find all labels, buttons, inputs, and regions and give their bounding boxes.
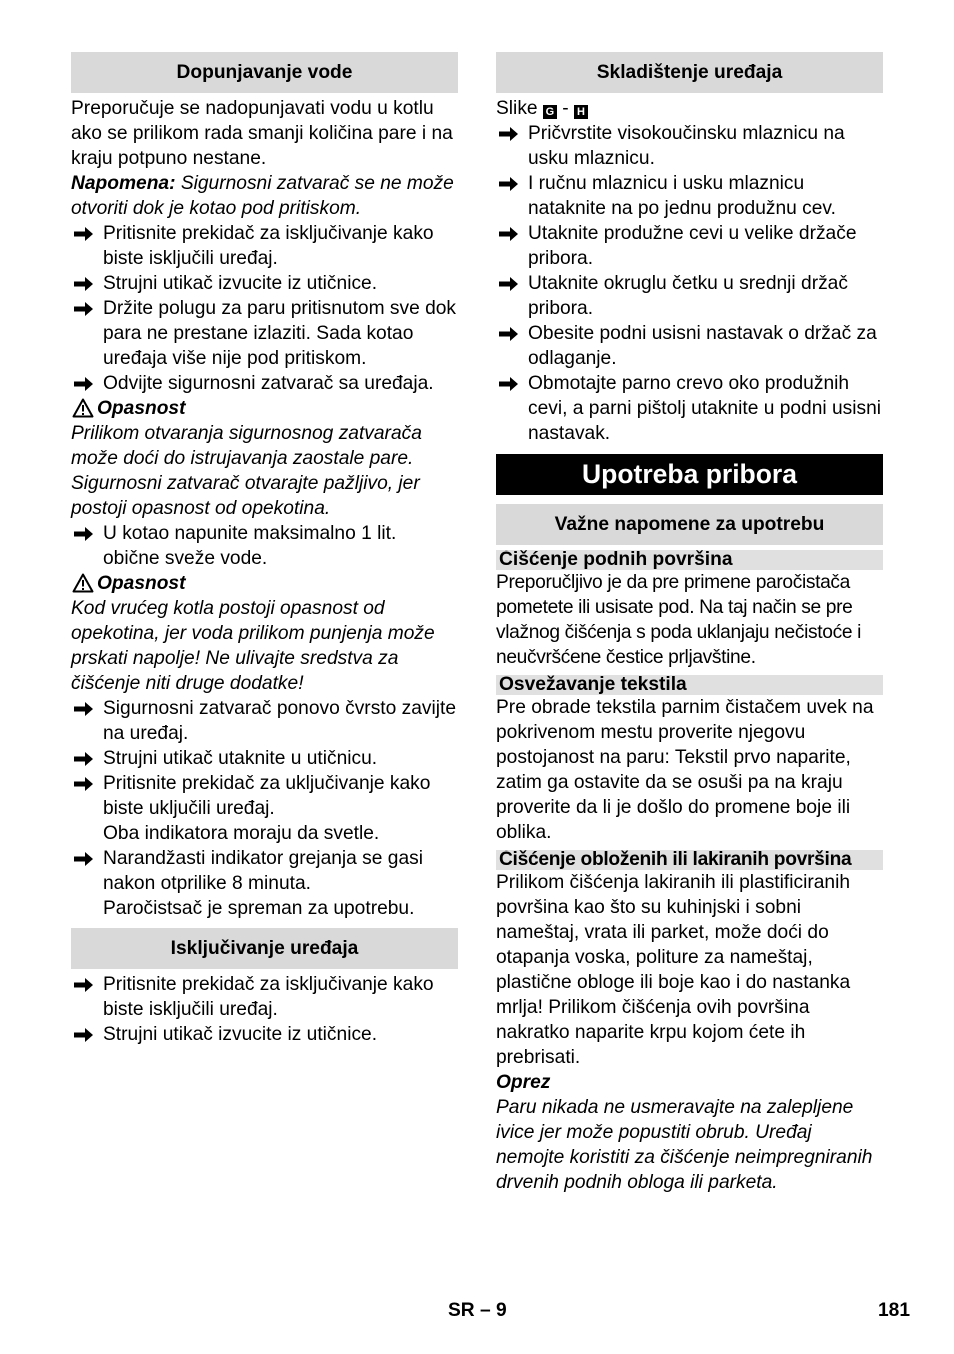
right-column	[496, 52, 883, 1195]
step-text: Strujni utikač utaknite u utičnicu.	[103, 748, 378, 769]
arrow-right-icon	[74, 1022, 98, 1047]
subsection-title-coated: Čišćenje obloženih ili lakiranih površina	[496, 850, 883, 870]
arrow-right-icon	[74, 296, 98, 321]
left-column	[71, 52, 458, 1047]
step-text: Držite polugu za paru pritisnutom sve dok para ne prestane izlaziti. Sada kotao uređaja više nije pod pritiskom.	[103, 298, 457, 369]
page-number: 181	[878, 1300, 911, 1321]
step-text: Pritisnite prekidač za isključivanje kako biste isključili uređaj.	[103, 223, 434, 269]
storage-step	[496, 171, 883, 221]
textile-text: Pre obrade tekstila parnim čistačem uvek na pokrivenom mestu proverite njegovu postojanost na paru: Tekstil prvo naparite, zatim ga ostavite da se osuši pa na kraju proverite da li je došlo do promene boje ili oblika.	[496, 697, 874, 843]
note-label: Napomena:	[71, 173, 176, 194]
storage-step	[496, 371, 883, 446]
storage-step	[496, 271, 883, 321]
danger-label: Opasnost	[97, 573, 186, 594]
step-text: U kotao napunite maksimalno 1 lit. obične sveže vode.	[103, 523, 397, 569]
refill-step	[71, 746, 458, 771]
arrow-right-icon	[74, 371, 98, 396]
arrow-right-icon	[499, 371, 523, 396]
arrow-right-icon	[74, 271, 98, 296]
step-text: Obmotajte parno crevo oko produžnih cevi, a parni pištolj utaknite u podni usisni nastavak.	[528, 373, 882, 444]
refill-step	[71, 221, 458, 271]
figure-label-h: H	[574, 105, 588, 119]
step-text: Utaknite produžne cevi u velike držače pribora.	[528, 223, 857, 269]
footer-language-code: SR – 9	[448, 1300, 507, 1321]
arrow-right-icon	[74, 696, 98, 721]
arrow-right-icon	[499, 271, 523, 296]
subsection-title-textile: Osvežavanje tekstila	[496, 675, 883, 695]
step-text: Sigurnosni zatvarač ponovo čvrsto zavijte na uređaj.	[103, 698, 457, 744]
step-text: Strujni utikač izvucite iz utičnice.	[103, 273, 378, 294]
section-title-important-notes: Važne napomene za upotrebu	[496, 504, 883, 545]
switch-off-step	[71, 972, 458, 1022]
arrow-right-icon	[74, 771, 98, 796]
figures-reference	[496, 96, 883, 121]
arrow-right-icon	[499, 321, 523, 346]
danger-text: Prilikom otvaranja sigurnosnog zatvarača može doći do istrujavanja zaostale pare. Sigurnosni zatvarač otvarajte pažljivo, jer postoji opasnost od opekotina.	[71, 423, 422, 519]
danger-label: Opasnost	[97, 398, 186, 419]
arrow-right-icon	[74, 521, 98, 546]
step-text: Utaknite okruglu četku u srednji držač pribora.	[528, 273, 848, 319]
step-text: Pritisnite prekidač za uključivanje kako biste uključili uređaj.	[103, 773, 431, 819]
arrow-right-icon	[74, 972, 98, 997]
step-text: Narandžasti indikator grejanja se gasi nakon otprilike 8 minuta.	[103, 848, 423, 894]
refill-step	[71, 846, 458, 896]
caution-text: Paru nikada ne usmeravajte na zalepljene ivice jer može popustiti obrub. Uređaj nemojte koristiti za čišćenje neimpregniranih drvenih podnih obloga ili parketa.	[496, 1097, 873, 1193]
section-title-storage: Skladištenje uređaja	[496, 52, 883, 93]
storage-step	[496, 321, 883, 371]
arrow-right-icon	[74, 221, 98, 246]
arrow-right-icon	[499, 121, 523, 146]
chapter-title-accessories: Upotreba pribora	[496, 454, 883, 495]
refill-note	[71, 171, 458, 221]
step-text: I ručnu mlaznicu i usku mlaznicu nataknite na po jednu produžnu cev.	[528, 173, 836, 219]
arrow-right-icon	[499, 221, 523, 246]
refill-step	[71, 771, 458, 821]
storage-step	[496, 221, 883, 271]
step-text: Odvijte sigurnosni zatvarač sa uređaja.	[103, 373, 434, 394]
arrow-right-icon	[74, 746, 98, 771]
warning-triangle-icon	[71, 571, 97, 596]
step-result: Paročistsač je spreman za upotrebu.	[103, 898, 415, 919]
subsection-title-floor: Čišćenje podnih površina	[496, 550, 883, 570]
step-text: Strujni utikač izvucite iz utičnice.	[103, 1024, 378, 1045]
danger-text: Kod vrućeg kotla postoji opasnost od opekotina, jer voda prilikom punjenja može prskati napolje! Ne ulivajte sredstva za čišćenje niti druge dodatke!	[71, 598, 435, 694]
storage-step	[496, 121, 883, 171]
figure-label-g: G	[543, 105, 557, 119]
refill-step	[71, 296, 458, 371]
step-text: Obesite podni usisni nastavak o držač za odlaganje.	[528, 323, 877, 369]
section-title-switch-off: Isključivanje uređaja	[71, 928, 458, 969]
section-title-refill: Dopunjavanje vode	[71, 52, 458, 93]
floor-text: Preporučljivo je da pre primene paročistača pometete ili usisate pod. Na taj način se pre vlažnog čišćenja s poda uklanjaju nečistoće i neučvršćene čestice prljavštine.	[496, 572, 862, 668]
warning-triangle-icon	[71, 396, 97, 421]
switch-off-step	[71, 1022, 458, 1047]
refill-step	[71, 696, 458, 746]
arrow-right-icon	[499, 171, 523, 196]
refill-step	[71, 271, 458, 296]
danger-heading	[71, 396, 458, 421]
step-text: Pritisnite prekidač za isključivanje kako biste isključili uređaj.	[103, 974, 434, 1020]
arrow-right-icon	[74, 846, 98, 871]
figure-separator: -	[556, 98, 574, 119]
refill-step	[71, 521, 458, 571]
refill-intro: Preporučuje se nadopunjavati vodu u kotlu ako se prilikom rada smanji količina pare i na kraju potpuno nestane.	[71, 98, 453, 169]
refill-step	[71, 371, 458, 396]
danger-heading	[71, 571, 458, 596]
step-result: Oba indikatora moraju da svetle.	[103, 823, 380, 844]
step-text: Pričvrstite visokoučinsku mlaznicu na usku mlaznicu.	[528, 123, 845, 169]
figures-prefix: Slike	[496, 98, 538, 119]
note-text: Sigurnosni zatvarač se ne može otvoriti dok je kotao pod pritiskom.	[71, 173, 454, 219]
coated-text: Prilikom čišćenja lakiranih ili plastificiranih površina kao što su kuhinjski i sobni nameštaj, vrata ili parket, može doći do otapanja voska, politure za nameštaj, plastične obloge ili boje kao i do nastanka mrlja! Prilikom čišćenja ovih površina nakratko naparite krpu kojom ćete ih prebrisati.	[496, 872, 851, 1068]
caution-label: Oprez	[496, 1072, 551, 1093]
